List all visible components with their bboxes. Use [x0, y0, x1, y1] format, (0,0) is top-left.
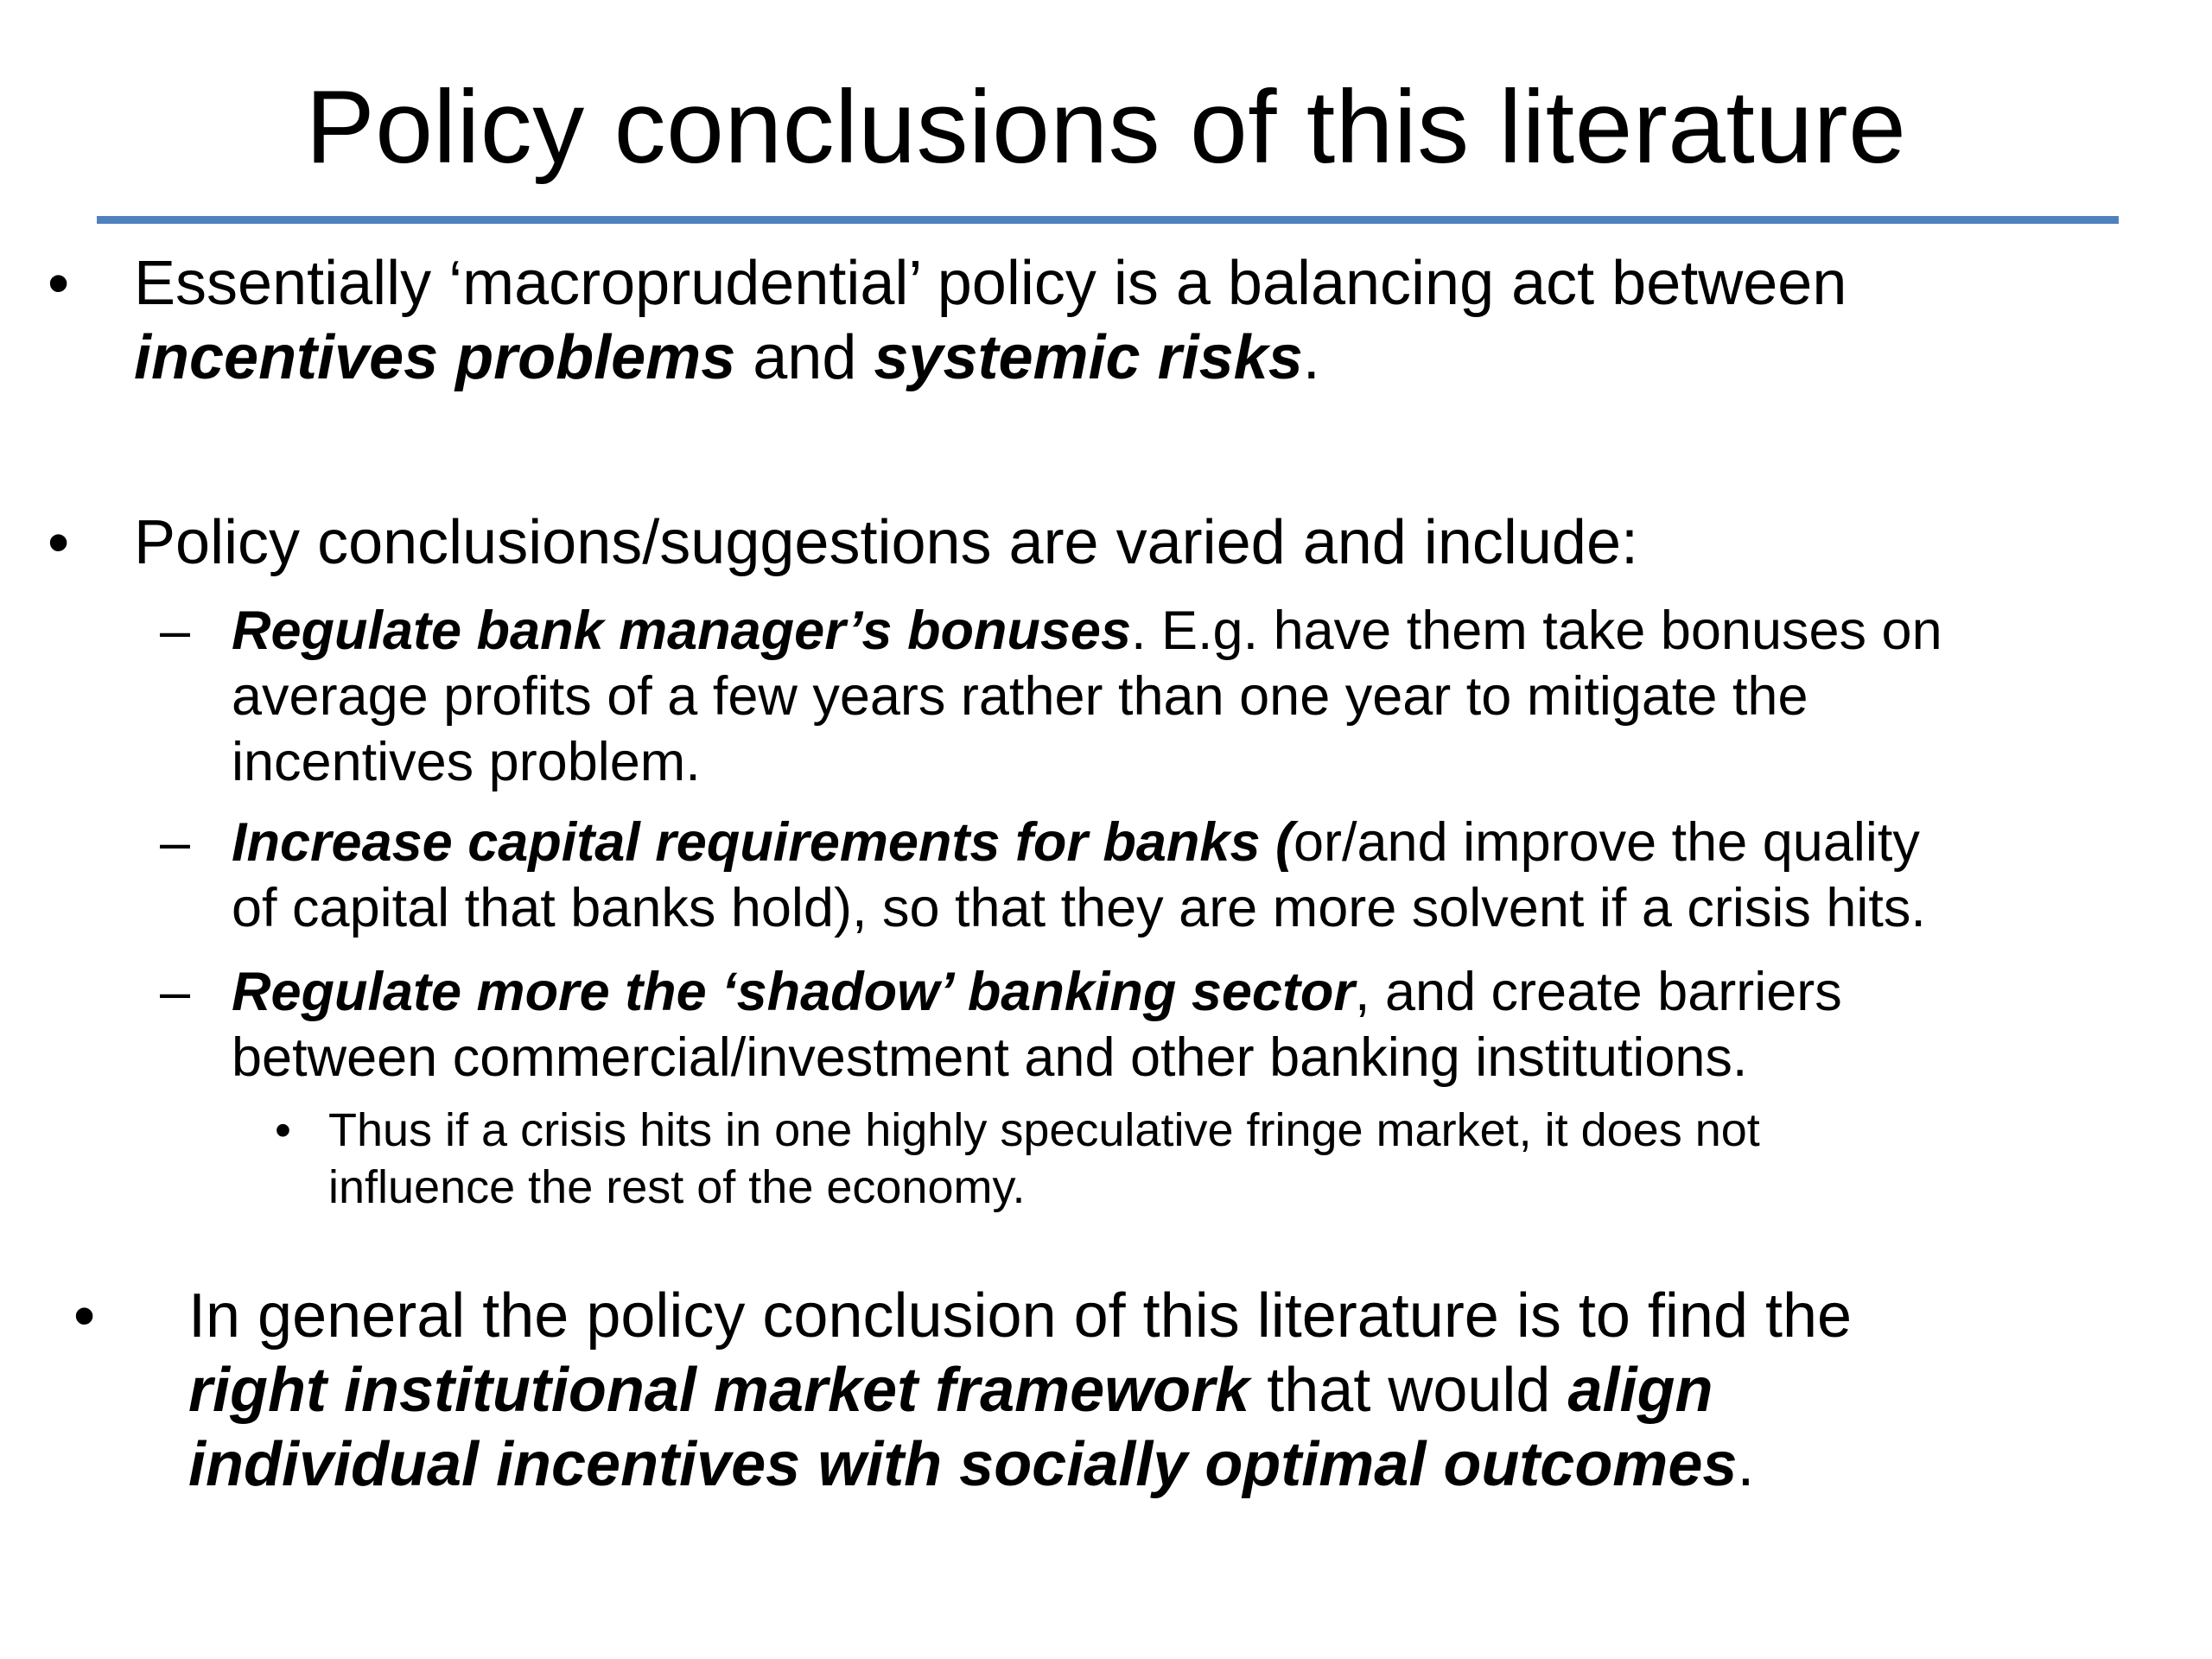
dash-icon: – — [160, 812, 191, 873]
bullet-2-text: Policy conclusions/suggestions are varied and include: — [134, 508, 1639, 577]
subsub-line-2: influence the rest of the economy. — [328, 1161, 1026, 1213]
emphasis-systemic-risks: systemic risks — [874, 323, 1303, 392]
sub-3-line-1-rest: , and create barriers — [1354, 962, 1842, 1022]
slide-title: Policy conclusions of this literature — [305, 69, 1907, 185]
emphasis-capital-requirements: Increase capital requirements for banks ( — [232, 812, 1294, 873]
bullet-icon: • — [48, 249, 70, 318]
sub-1-line-1-rest: . E.g. have them take bonuses on — [1131, 601, 1942, 661]
sub-3-text — [232, 959, 1842, 1090]
sub-1-line-3: incentives problem. — [232, 732, 701, 792]
bullet-icon: • — [48, 508, 70, 577]
title-underline — [97, 216, 2119, 224]
subsub-text — [328, 1102, 1760, 1216]
emphasis-regulate-bonuses: Regulate bank manager’s bonuses — [232, 601, 1132, 661]
bullet-3-connector: that would — [1249, 1356, 1568, 1425]
bullet-icon: • — [275, 1104, 291, 1156]
sub-1-text — [232, 598, 1942, 795]
emphasis-incentives-problems: incentives problems — [134, 323, 736, 392]
subsub-line-1: Thus if a crisis hits in one highly speculative fringe market, it does not — [328, 1104, 1760, 1156]
bullet-3-line-2 — [188, 1353, 1852, 1427]
bullet-1-line-1: Essentially ‘macroprudential’ policy is a balancing act between — [134, 249, 1847, 318]
bullet-1-connector: and — [735, 323, 874, 392]
sub-1-line-1 — [232, 598, 1942, 664]
emphasis-optimal-outcomes: individual incentives with socially optimal outcomes — [188, 1430, 1738, 1499]
dash-icon: – — [160, 962, 191, 1022]
bullet-3-line-1: In general the policy conclusion of this literature is to find the — [188, 1281, 1853, 1351]
sub-1-line-2: average profits of a few years rather than one year to mitigate the — [232, 666, 1808, 727]
emphasis-align: align — [1567, 1356, 1713, 1425]
bullet-1-text — [134, 246, 1847, 395]
sub-2-line-2: of capital that banks hold), so that they are more solvent if a crisis hits. — [232, 878, 1926, 938]
bullet-3-line-3 — [188, 1427, 1852, 1502]
bullet-3-period: . — [1737, 1430, 1755, 1499]
sub-2-line-1-rest: or/and improve the quality — [1293, 812, 1920, 873]
bullet-1-line-2 — [134, 321, 1847, 395]
dash-icon: – — [160, 601, 191, 661]
bullet-1-period: . — [1302, 323, 1320, 392]
emphasis-shadow-banking: Regulate more the ‘shadow’ banking sector — [232, 962, 1355, 1022]
sub-3-line-2: between commercial/investment and other banking institutions. — [232, 1027, 1748, 1088]
sub-3-line-1 — [232, 959, 1842, 1025]
sub-2-line-1 — [232, 810, 1926, 875]
emphasis-institutional-framework: right institutional market framework — [188, 1356, 1250, 1425]
sub-2-text — [232, 810, 1926, 941]
bullet-3-text — [188, 1279, 1852, 1502]
bullet-icon: • — [73, 1281, 96, 1351]
